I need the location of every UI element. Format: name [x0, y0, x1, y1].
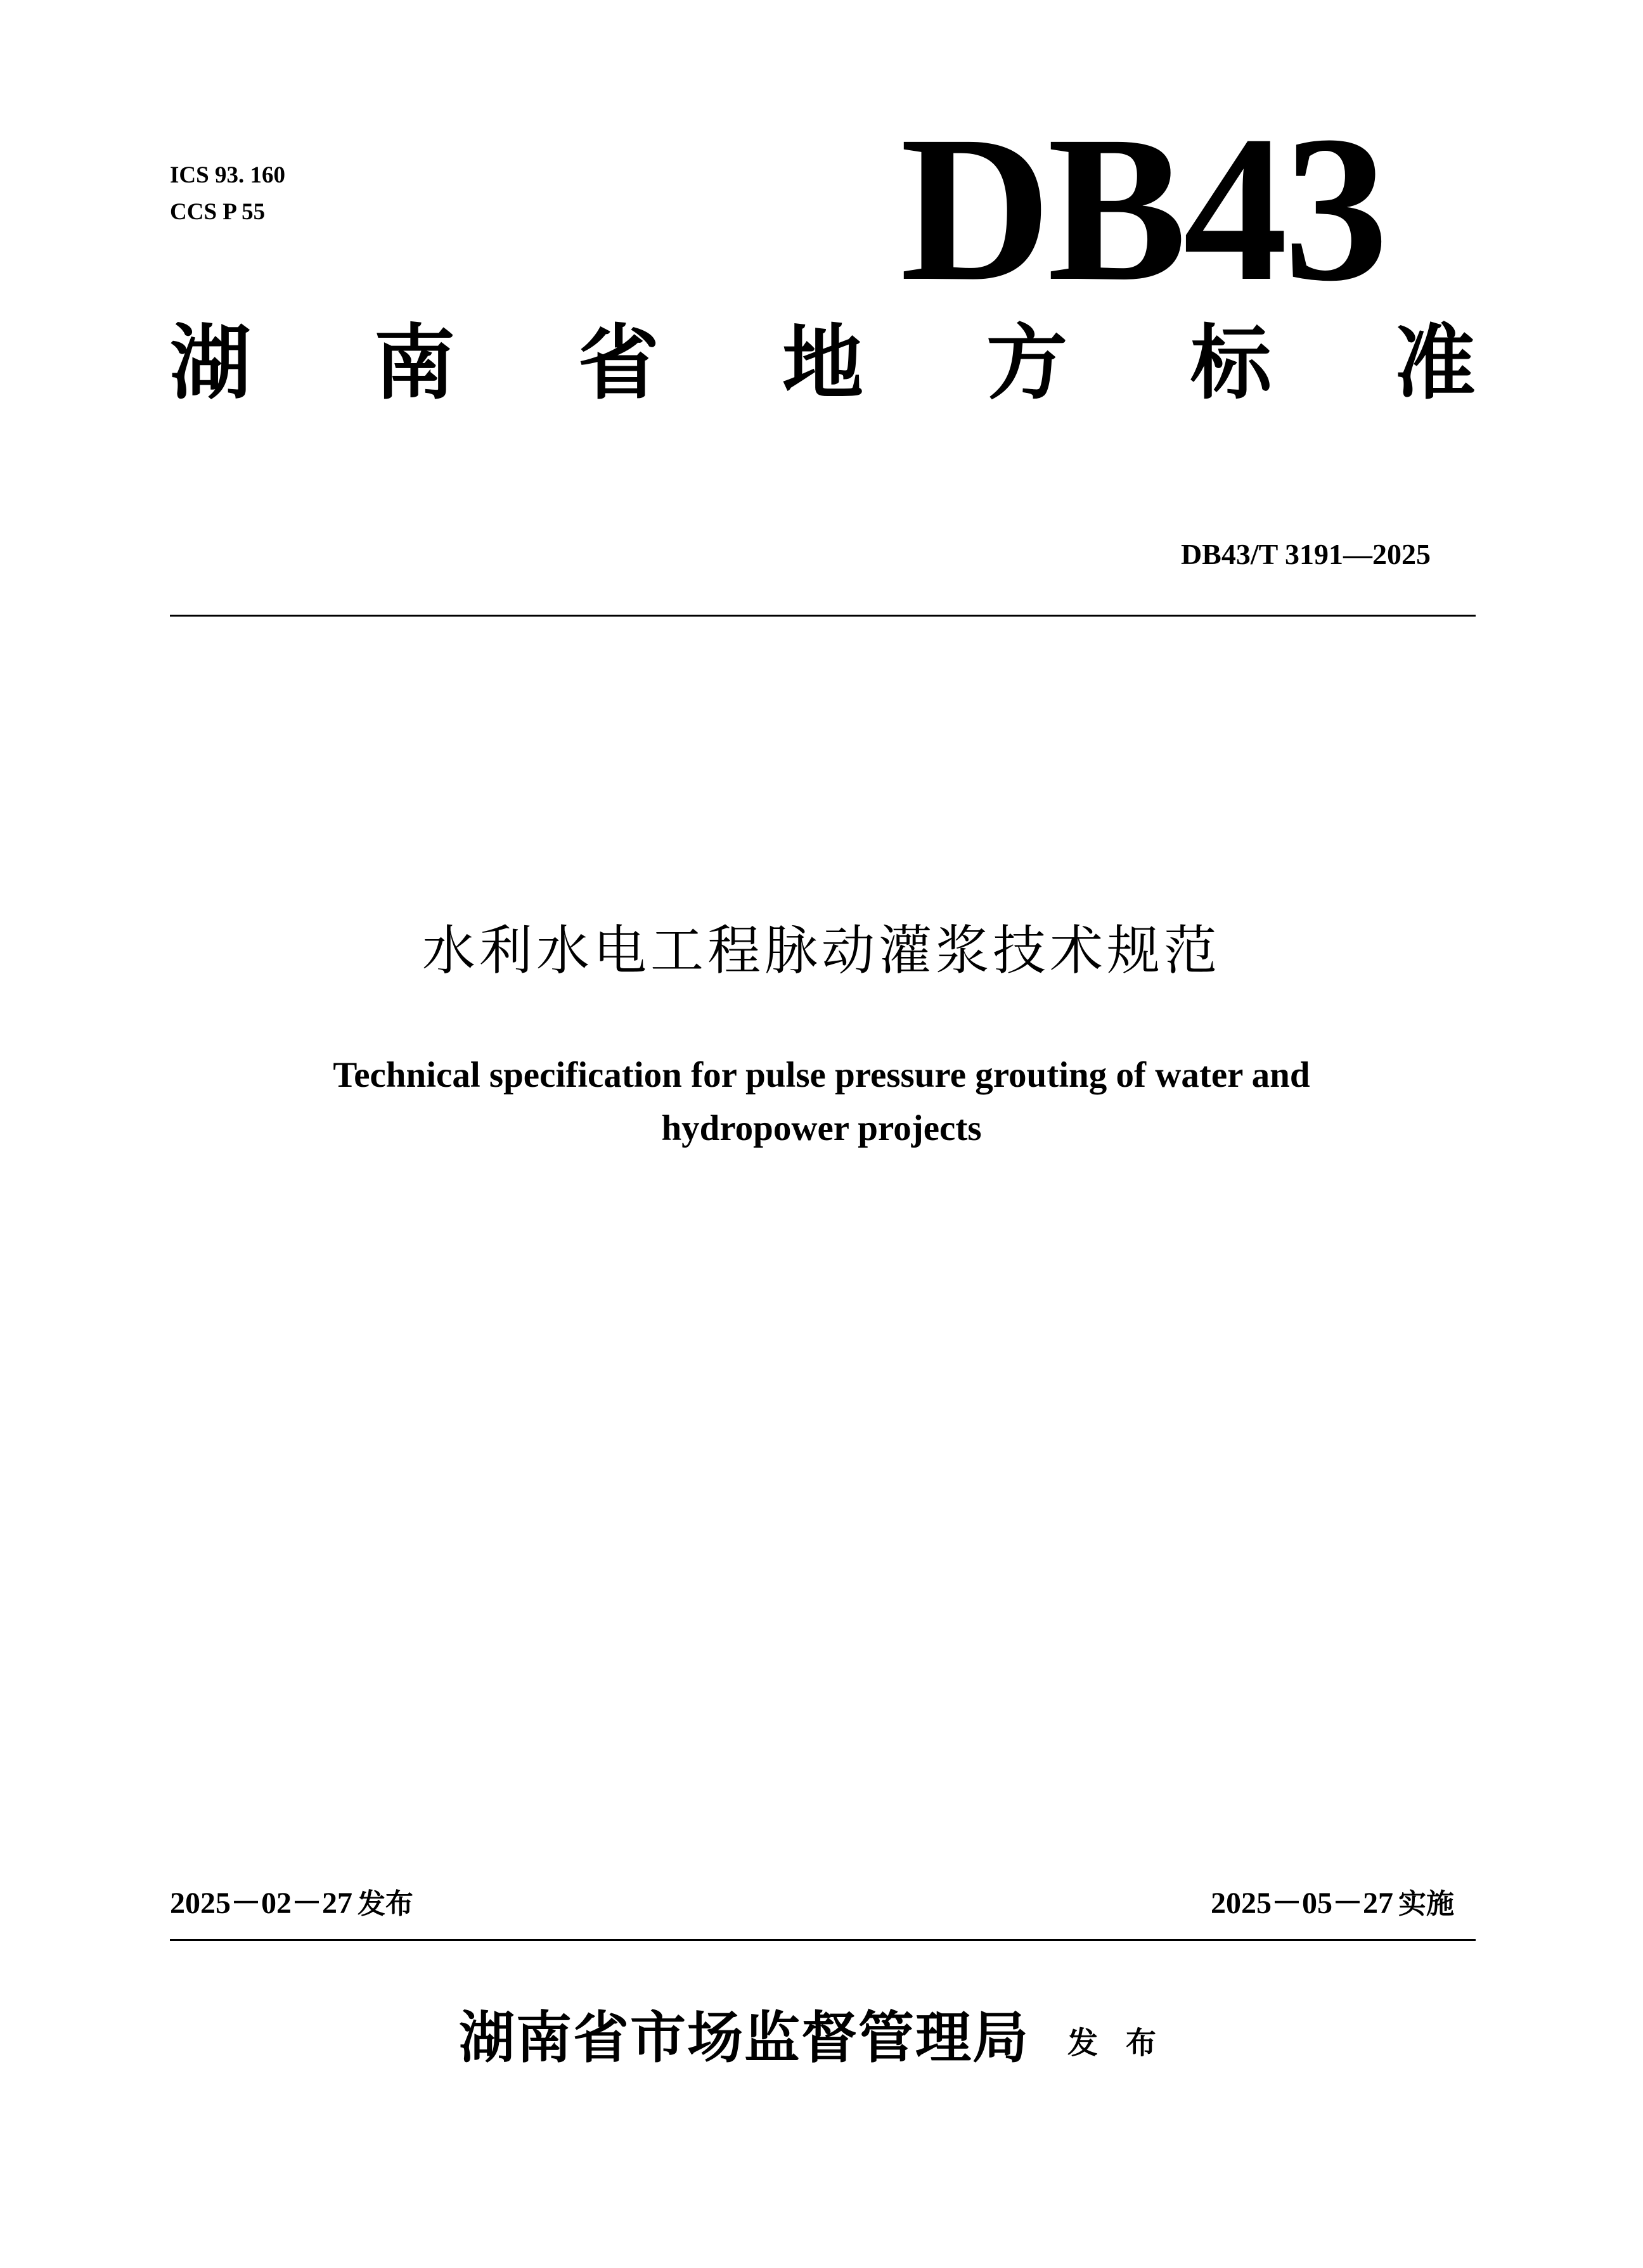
issue-label: 发布 [358, 1888, 414, 1920]
standard-type-char: 湖 [170, 316, 252, 411]
standard-type-char: 方 [986, 316, 1067, 411]
standard-type-char: 标 [1190, 316, 1272, 411]
standard-type-char: 南 [373, 316, 455, 411]
standard-number: DB43/T 3191—2025 [1180, 538, 1431, 570]
title-english [0, 1049, 1643, 1155]
issuer-action: 发布 [1067, 2025, 1185, 2061]
standard-type-heading [170, 316, 1476, 411]
issuer-line [0, 2002, 1643, 2078]
title-chinese: 水利水电工程脉动灌浆技术规范 [422, 919, 1221, 982]
issue-date: 2025－02－27 [170, 1887, 353, 1920]
title-english-line: hydropower projects [661, 1108, 982, 1148]
issuer-organization: 湖南省市场监督管理局 [458, 2004, 1029, 2070]
standard-type-char: 地 [782, 316, 863, 411]
standard-logo: DB43 [900, 93, 1385, 324]
implement-label: 实施 [1398, 1888, 1454, 1920]
issue-date-block [170, 1883, 413, 1925]
ccs-code: CCS P 55 [170, 199, 266, 225]
classification-codes [170, 157, 285, 231]
top-divider [170, 615, 1476, 617]
title-english-line: Technical specification for pulse pressure grouting of water and [333, 1055, 1310, 1095]
ics-code: ICS 93. 160 [170, 162, 285, 188]
bottom-divider [170, 1939, 1476, 1941]
standard-type-char: 准 [1394, 316, 1476, 411]
implement-date-block [1211, 1883, 1454, 1925]
standard-type-char: 省 [577, 316, 659, 411]
implement-date: 2025－05－27 [1210, 1887, 1393, 1920]
